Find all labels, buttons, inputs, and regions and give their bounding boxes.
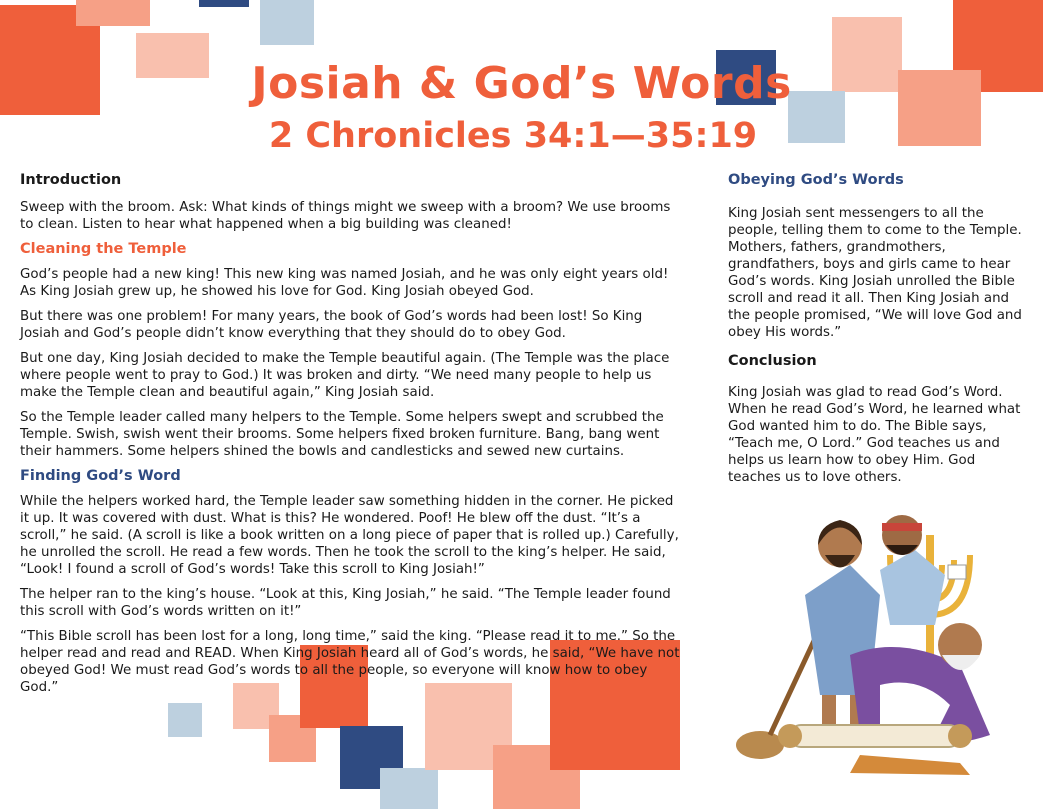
obeying-text: King Josiah sent messengers to all the people, telling them to come to the Temple. Mothers, fathers, grandmothers, grandfathers, boys and girls came to hear God’s words. King Josiah unrolled the Bible scroll and read it all. Then King Josiah and the people promised, “We will love God and obey His words.”: [728, 206, 1022, 340]
story-paragraph: But there was one problem! For many years, the book of God’s words had been lost! So King Josiah and God’s people didn’t know everything that they should do to obey God.: [20, 309, 643, 341]
page-title: Josiah & God’s Words: [251, 58, 792, 109]
story-paragraph: But one day, King Josiah decided to make the Temple beautiful again. (The Temple was the place where people went to pray to God.) It was broken and dirty. “We need many people to help us make the Temple clean and beautiful again,” King Josiah said.: [20, 351, 670, 400]
obeying-heading: Obeying God’s Words: [728, 172, 904, 188]
right-column: [728, 172, 1028, 494]
decor-square: [260, 0, 314, 45]
decor-square: [168, 703, 202, 737]
helper-with-broom: [736, 520, 880, 759]
conclusion-heading: Conclusion: [728, 353, 817, 369]
story-paragraph: God’s people had a new king! This new king was named Josiah, and he was only eight years old! As King Josiah grew up, he showed his love for God. King Josiah obeyed God.: [20, 267, 669, 299]
introduction-heading: Introduction: [20, 172, 122, 188]
story-paragraph: So the Temple leader called many helpers to the Temple. Some helpers swept and scrubbed the Temple. Swish, swish went their brooms. Some helpers fixed broken furniture. Bang, bang went their hammers. Some helpers shined the bowls and candlesticks and sewed new curtains.: [20, 410, 664, 459]
decor-square: [76, 0, 150, 26]
king-with-scroll: [778, 620, 990, 775]
left-column: [20, 172, 682, 704]
story-paragraph: While the helpers worked hard, the Temple leader saw something hidden in the corner. He picked it up. It was covered with dust. What is this? He wondered. Poof! He blew off the dust. “It’s a scroll,” he said. (A scroll is like a book written on a long piece of paper that is rolled up.) Carefully, he unrolled the scroll. He read a few words. Then he took the scroll to the king’s helper. He said, “Look! I found a scroll of God’s words! Take this scroll to King Josiah!”: [20, 494, 679, 577]
introduction-text: Sweep with the broom. Ask: What kinds of things might we sweep with a broom? We use brooms to clean. Listen to hear what happened when a big building was cleaned!: [20, 200, 671, 232]
story-paragraph: “This Bible scroll has been lost for a long, long time,” said the king. “Please read it to me.” So the helper read and read and READ. When King Josiah heard all of God’s words, he said, “We have not obeyed God! We must read God’s words to all the people, so everyone will know how to obey God.”: [20, 629, 680, 695]
finding-heading: Finding God’s Word: [20, 468, 181, 484]
story-paragraph: The helper ran to the king’s house. “Look at this, King Josiah,” he said. “The Temple leader found this scroll with God’s words written on it!”: [20, 587, 671, 619]
scripture-reference: 2 Chronicles 34:1—35:19: [268, 116, 758, 156]
cleaning-heading: Cleaning the Temple: [20, 241, 187, 257]
decor-square: [199, 0, 249, 7]
decor-square: [380, 768, 438, 809]
conclusion-text: King Josiah was glad to read God’s Word. When he read God’s Word, he learned what God wanted him to do. The Bible says, “Teach me, O Lord.” God teaches us and helps us learn how to obey Him. God teaches us to love others.: [728, 385, 1021, 485]
temple-cleaning-illustration: [730, 505, 1010, 787]
